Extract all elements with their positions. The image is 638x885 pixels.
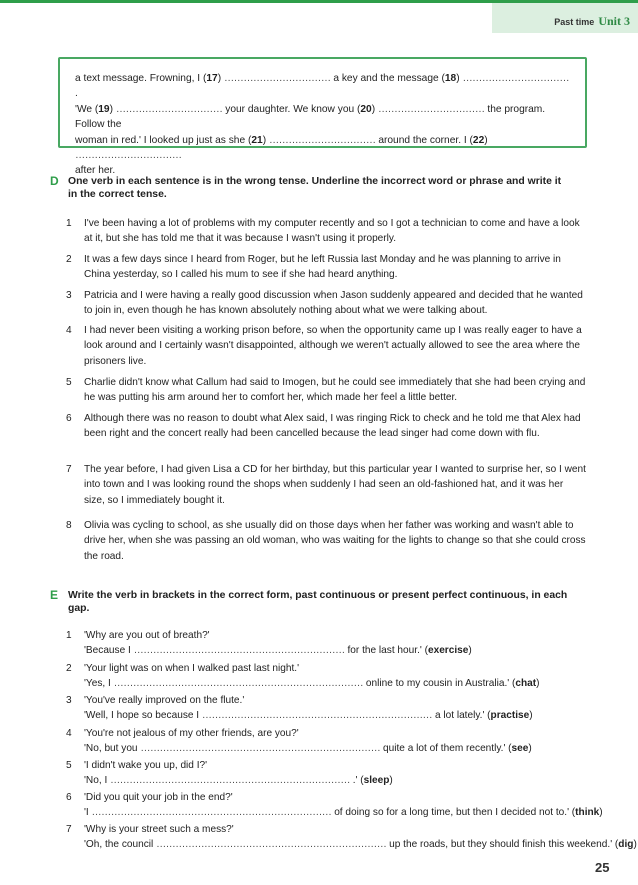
box-text: )	[484, 134, 488, 146]
item-text: The year before, I had given Lisa a CD for her birthday, but this particular year I wanted to surprise her, so I went into town and I was looking round the shops when suddenly I had seen an old-fashioned hat, and it was her size, so I immediately bought it.	[84, 464, 586, 506]
item-question: 'Did you quit your job in the end?'	[84, 792, 233, 803]
exercise-item	[66, 252, 586, 283]
gap-fill-item	[66, 790, 611, 821]
item-text: I had never been visiting a working prison before, so when the opportunity came up I was really eager to have a look around and I certainly wasn't disappointed, although we weren't actually allowed to see the area where the prisoners live.	[84, 325, 582, 367]
answer-close: )	[389, 775, 393, 787]
item-number: 3	[66, 695, 72, 706]
box-line	[75, 133, 573, 164]
box-text: a text message. Frowning, I (	[75, 73, 207, 84]
answer-close: )	[536, 678, 540, 690]
box-text: after her.	[75, 165, 116, 177]
box-text: the program. Follow the	[75, 103, 546, 131]
item-question: 'Why are you out of breath?'	[84, 630, 210, 641]
item-number: 2	[66, 254, 72, 265]
exercise-item	[66, 288, 586, 319]
exercise-item	[66, 216, 586, 247]
item-number: 1	[66, 218, 72, 229]
box-text: )	[371, 103, 378, 115]
answer-gap[interactable]: …………………………………………………………………	[91, 807, 332, 819]
answer-gap[interactable]: ………………………………………………………………	[201, 710, 433, 722]
item-answer-line	[84, 708, 611, 723]
gap-fill-item	[66, 661, 611, 692]
item-answer-line	[84, 805, 611, 820]
item-question: 'You've really improved on the flute.'	[84, 695, 245, 706]
continuation-text-box	[58, 57, 587, 177]
item-number: 6	[66, 792, 72, 803]
item-answer-line	[84, 643, 611, 658]
answer-tail: a lot lately.' (	[432, 710, 491, 722]
answer-lead: 'Well, I hope so because I	[84, 710, 202, 722]
item-answer-line	[84, 837, 637, 852]
answer-tail: quite a lot of them recently.' (	[380, 743, 512, 755]
answer-tail: up the roads, but they should finish this weekend.' (	[386, 839, 619, 851]
answer-gap[interactable]: …………………………………………………………………	[110, 775, 350, 787]
answer-gap[interactable]: …………………………………………………………	[133, 645, 345, 657]
item-text: Patricia and I were having a really good discussion when Jason suddenly appeared and decided that he wanted to join in, even though he has known absolutely nothing about what we were talking about.	[84, 290, 583, 317]
box-text: )	[262, 134, 269, 146]
gap-fill-item	[66, 758, 611, 789]
answer-gap: ……………………………	[115, 103, 223, 115]
answer-gap[interactable]: ………………………………………………………………	[156, 839, 387, 851]
item-number: 7	[66, 824, 72, 835]
running-header	[554, 14, 630, 29]
answer-lead: 'Oh, the council	[84, 839, 157, 851]
answer-tail: for the last hour.' (	[344, 645, 428, 657]
item-number: 3	[66, 290, 72, 301]
bracket-verb: dig	[618, 839, 634, 851]
gap-number: 20	[360, 103, 372, 115]
section-e-instruction: Write the verb in brackets in the correct form, past continuous or present perfect continuous, in each gap.	[68, 590, 568, 614]
item-text: Charlie didn't know what Callum had said to Imogen, but he could see immediately that she had been crying and he was putting his arm around her to comfort her, which made her feel a little better.	[84, 377, 586, 404]
exercise-item	[66, 411, 586, 442]
item-question: 'Why is your street such a mess?'	[84, 824, 234, 835]
item-number: 7	[66, 464, 72, 475]
exercise-item	[66, 462, 586, 508]
gap-fill-item	[66, 726, 611, 757]
exercise-item	[66, 323, 586, 369]
answer-gap: ……………………………	[462, 73, 570, 84]
item-number: 1	[66, 630, 72, 641]
bracket-verb: see	[511, 743, 529, 755]
answer-close: )	[633, 839, 637, 851]
answer-lead: 'No, but you	[84, 743, 141, 755]
item-number: 5	[66, 377, 72, 388]
box-text: around the corner. I (	[375, 134, 473, 146]
page-number: 25	[595, 860, 610, 875]
box-text: )	[217, 73, 224, 84]
item-text: Although there was no reason to doubt what Alex said, I was ringing Rick to check and he told me that Alex had been right and the concert really had been cancelled because the lead singer had come down with flu.	[84, 413, 581, 440]
answer-gap: ……………………………	[75, 150, 182, 162]
item-number: 4	[66, 325, 72, 336]
gap-number: 22	[472, 134, 485, 146]
box-text: 'We (	[75, 103, 99, 115]
bracket-verb: practise	[490, 710, 530, 722]
header-section: Past time	[554, 17, 595, 27]
answer-tail: .' (	[349, 775, 364, 787]
gap-fill-item	[66, 628, 611, 659]
exercise-item	[66, 518, 586, 564]
item-answer-line	[84, 676, 611, 691]
answer-lead: 'No, I	[84, 775, 111, 787]
answer-gap: ……………………………	[223, 73, 331, 84]
gap-fill-item	[66, 693, 611, 724]
item-question: 'Your light was on when I walked past last night.'	[84, 663, 300, 674]
item-number: 5	[66, 760, 72, 771]
gap-fill-item	[66, 822, 637, 853]
answer-close: )	[529, 710, 533, 722]
answer-close: )	[468, 645, 472, 657]
section-d-letter: D	[50, 174, 59, 188]
bracket-verb: think	[575, 807, 600, 819]
section-d-instruction: One verb in each sentence is in the wrong tense. Underline the incorrect word or phrase and write it in the correct tense.	[68, 176, 562, 200]
item-number: 6	[66, 413, 72, 424]
item-question: 'I didn't wake you up, did I?'	[84, 760, 208, 771]
item-number: 8	[66, 520, 72, 531]
gap-number: 18	[444, 73, 457, 84]
box-line	[75, 102, 573, 133]
box-text: .	[75, 88, 78, 100]
item-question: 'You're not jealous of my other friends, are you?'	[84, 728, 299, 739]
box-text: )	[109, 103, 116, 115]
box-line	[75, 71, 573, 102]
box-text: a key and the message (	[330, 73, 445, 84]
answer-close: )	[599, 807, 603, 819]
answer-gap[interactable]: ……………………………………………………………………	[113, 678, 364, 690]
item-text: It was a few days since I heard from Roger, but he left Russia last Monday and he was planning to arrive in China yesterday, so I called his mum to see if she had heard anything.	[84, 254, 561, 281]
answer-lead: 'Because I	[84, 645, 134, 657]
bracket-verb: sleep	[363, 775, 390, 787]
answer-gap[interactable]: …………………………………………………………………	[140, 743, 381, 755]
header-unit: Unit 3	[598, 14, 630, 28]
box-text: woman in red.' I looked up just as she (	[75, 134, 252, 146]
item-text: Olivia was cycling to school, as she usually did on those days when her father was working and wasn't able to drive her, when she was passing an old woman, who was waiting for the lights to change so that she could cross the road.	[84, 520, 586, 562]
box-text: )	[456, 73, 463, 84]
section-e-letter: E	[50, 588, 59, 602]
bracket-verb: chat	[515, 678, 537, 690]
gap-number: 17	[206, 73, 218, 84]
exercise-item	[66, 375, 586, 406]
item-number: 4	[66, 728, 72, 739]
gap-number: 21	[251, 134, 263, 146]
gap-number: 19	[98, 103, 110, 115]
item-answer-line	[84, 741, 611, 756]
answer-gap: ……………………………	[377, 103, 485, 115]
item-text: I've been having a lot of problems with my computer recently and so I got a technician to come and have a look at it, but she has told me that it was because I wasn't using it properly.	[84, 218, 580, 245]
answer-gap: ……………………………	[268, 134, 376, 146]
answer-close: )	[528, 743, 532, 755]
answer-tail: online to my cousin in Australia.' (	[363, 678, 516, 690]
bracket-verb: exercise	[427, 645, 469, 657]
answer-tail: of doing so for a long time, but then I decided not to.' (	[331, 807, 576, 819]
item-number: 2	[66, 663, 72, 674]
answer-lead: 'Yes, I	[84, 678, 114, 690]
answer-lead: 'I	[84, 807, 92, 819]
box-text: your daughter. We know you (	[222, 103, 361, 115]
item-answer-line	[84, 773, 611, 788]
